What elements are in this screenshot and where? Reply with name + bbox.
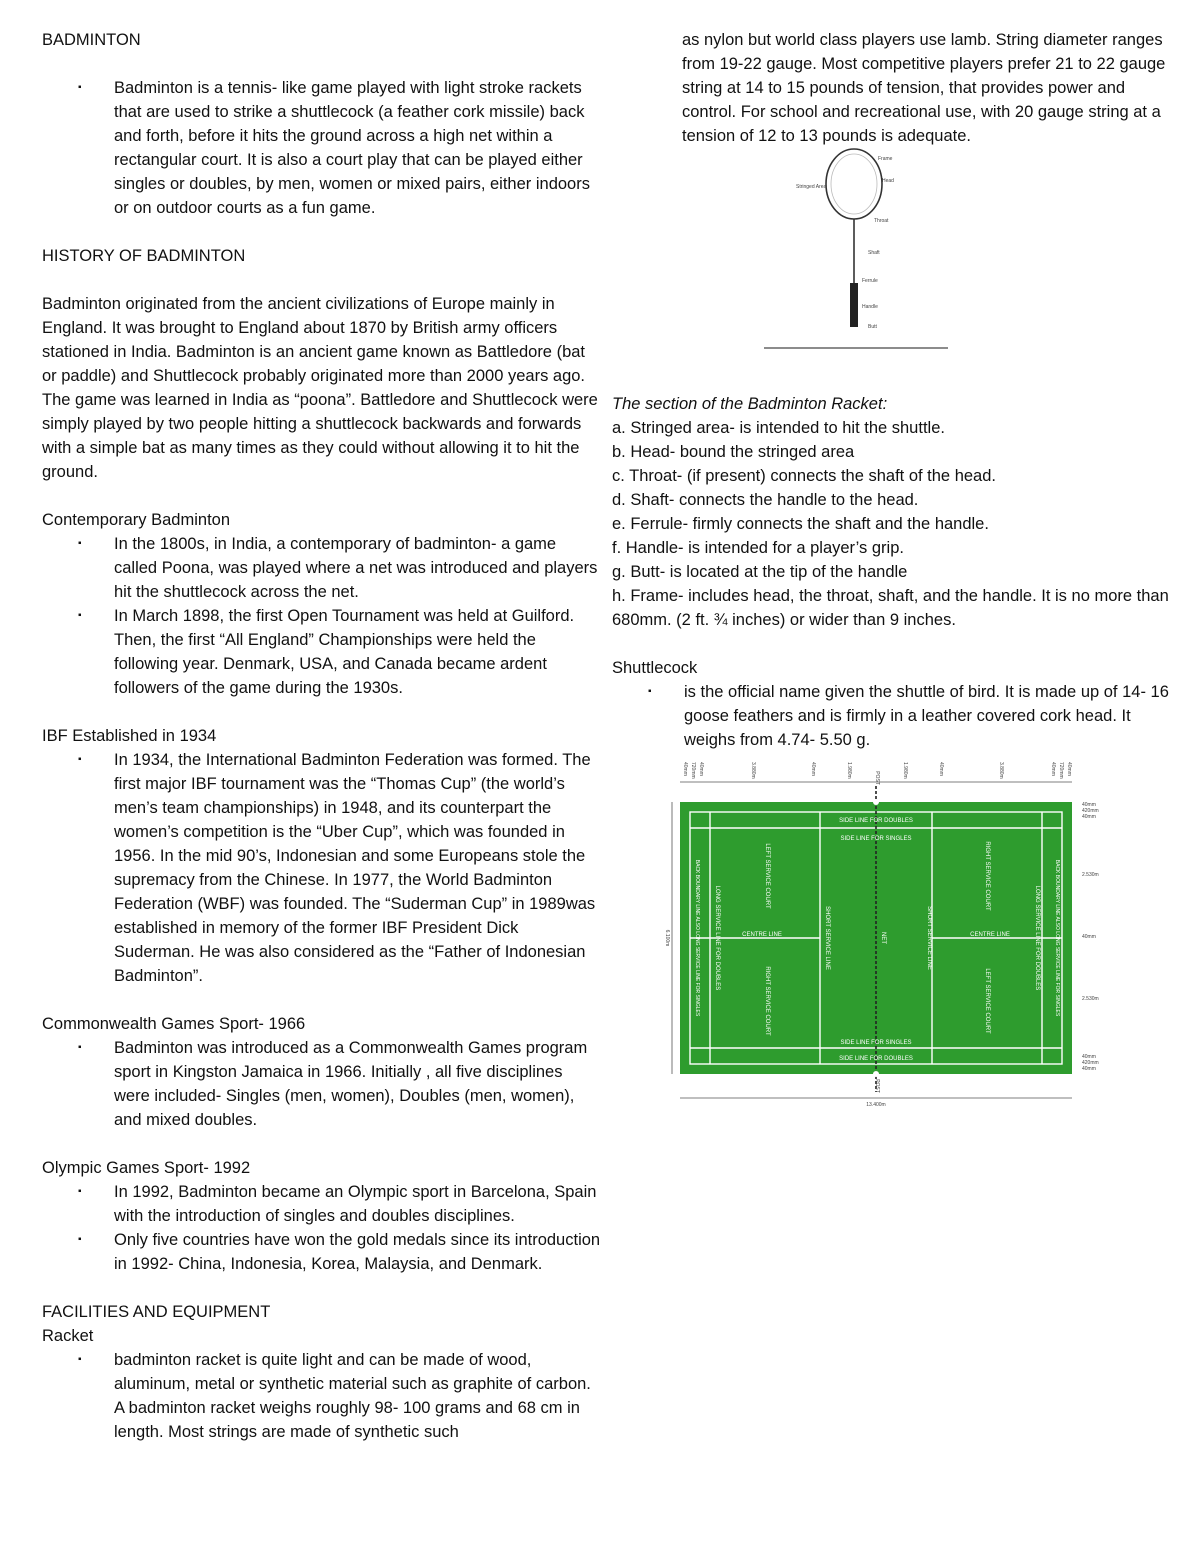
racket-label-shaft: Shaft xyxy=(868,250,880,256)
history-paragraph: Badminton originated from the ancient civilizations of Europe mainly in England. It was brought to England about 1870 by British army officers stationed in India. Badminton is an ancient game known as Battledore (bat or paddle) and Shuttlecock probably originated more than 2000 years ago. The game was learned in India as “poona”. Battledore and Shuttlecock were simply played by two people hitting a shuttlecock backwards and forwards with a simple bat as many times as they could without allowing it to hit the ground. xyxy=(42,295,598,481)
top-dimension-label: 40mm xyxy=(1050,762,1056,776)
racket-heading: Racket xyxy=(42,1327,94,1345)
commonwealth-bullet: ▪ Badminton was introduced as a Commonwealth Games program sport in Kingston Jamaica in 1966. Initially , all five disciplines were included- Singles (men, women), Doubles (men, women), and mixed doubles. xyxy=(42,1036,602,1132)
post-top xyxy=(873,799,879,805)
label-side-line-singles-bottom: SIDE LINE FOR SINGLES xyxy=(840,1040,912,1046)
racket-bullet: ▪ badminton racket is quite light and can be made of wood, aluminum, metal or synthetic material such as graphite of carbon. A badminton racket weighs roughly 98- 100 grams and 68 cm in length. Most strings are made of synthetic such xyxy=(42,1348,602,1444)
top-dimension-label: 3.880m xyxy=(750,762,756,779)
label-post-bottom: POST xyxy=(874,1079,880,1093)
history-heading: HISTORY OF BADMINTON xyxy=(42,247,246,265)
racket-label-throat: Throat xyxy=(874,218,889,224)
olympic-bullet: ▪ In 1992, Badminton became an Olympic sport in Barcelona, Spain with the introduction of singles and doubles disciplines. xyxy=(42,1180,602,1228)
section-title: The section of the Badminton Racket: xyxy=(612,395,888,413)
contemporary-heading: Contemporary Badminton xyxy=(42,511,231,529)
right-dimension-label: 40mm xyxy=(1082,934,1096,940)
label-long-service-doubles-right: LONG SERVICE LINE FOR DOUBLES xyxy=(1034,885,1040,991)
label-back-boundary-left: BACK BOUNDARY LINE ALSO LONG SERVICE LINE FOR SINGLES xyxy=(694,859,700,1017)
section-item: h. Frame- includes head, the throat, shaft, and the handle. It is no more than 680mm. (2 ft. ¾ inches) or wider than 9 inches. xyxy=(612,587,1169,629)
right-dimension-label: 420mm xyxy=(1082,808,1099,814)
label-centre-line-left: CENTRE LINE xyxy=(742,932,782,938)
label-back-boundary-right: BACK BOUNDARY LINE ALSO LONG SERVICE LINE FOR SINGLES xyxy=(1054,859,1060,1017)
shuttlecock-list xyxy=(612,680,1172,752)
contemporary-bullet: ▪ In the 1800s, in India, a contemporary of badminton- a game called Poona, was played where a net was introduced and players hit the shuttlecock across the net. xyxy=(42,532,602,604)
racket-label-stringed: Stringed Area xyxy=(796,184,827,190)
shuttlecock-heading: Shuttlecock xyxy=(612,659,698,677)
label-side-line-singles-top: SIDE LINE FOR SINGLES xyxy=(840,836,912,842)
badminton-bullet: ▪ Badminton is a tennis- like game played with light stroke rackets that are used to strike a shuttlecock (a feather cork missile) back and forth, before it hits the ground across a high net within a rectangular court. It is also a court play that can be played either singles or doubles, by men, women or mixed pairs, either indoors or on outdoor courts as a fun game. xyxy=(42,76,602,220)
top-dimension-label: 1.980m xyxy=(846,762,852,779)
contemporary-bullet: ▪ In March 1898, the first Open Tournament was held at Guilford. Then, the first “All England” Championships were held the following year. Denmark, USA, and Canada became ardent followers of the game during the 1930s. xyxy=(42,604,602,700)
post-bottom xyxy=(873,1071,879,1077)
racket-strings-shape xyxy=(831,154,877,214)
commonwealth-heading: Commonwealth Games Sport- 1966 xyxy=(42,1015,306,1033)
olympic-heading: Olympic Games Sport- 1992 xyxy=(42,1159,251,1177)
section-item: b. Head- bound the stringed area xyxy=(612,443,855,461)
facilities-heading: FACILITIES AND EQUIPMENT xyxy=(42,1303,271,1321)
label-post-top: POST xyxy=(874,771,880,785)
racket-figure xyxy=(612,148,1172,392)
label-net: NET xyxy=(880,932,886,944)
section-item: a. Stringed area- is intended to hit the shuttle. xyxy=(612,419,945,437)
badminton-list xyxy=(42,76,602,220)
top-dimension-label: 720mm xyxy=(690,762,696,779)
olympic-bullet: ▪ Only five countries have won the gold medals since its introduction in 1992- China, Indonesia, Korea, Malaysia, and Denmark. xyxy=(42,1228,602,1276)
ibf-heading: IBF Established in 1934 xyxy=(42,727,217,745)
racket-label-frame: Frame xyxy=(878,156,893,162)
top-dimension-label: 40mm xyxy=(1066,762,1072,776)
right-column xyxy=(612,28,1172,1146)
racket-diagram xyxy=(612,148,1172,392)
label-side-line-doubles-top: SIDE LINE FOR DOUBLES xyxy=(839,818,913,824)
racket-handle-shape xyxy=(850,283,858,327)
racket-label-butt: Butt xyxy=(868,324,877,330)
top-dimension-label: 40mm xyxy=(698,762,704,776)
badminton-heading: BADMINTON xyxy=(42,31,141,49)
olympic-list xyxy=(42,1180,602,1276)
right-dimension-label: 2.530m xyxy=(1082,872,1099,878)
court-length-dim: 13.400m xyxy=(866,1102,886,1108)
top-dimension-label: 40mm xyxy=(938,762,944,776)
label-left-service-court-top: LEFT SERVICE COURT xyxy=(764,843,770,909)
label-side-line-doubles-bottom: SIDE LINE FOR DOUBLES xyxy=(839,1056,913,1062)
shuttlecock-bullet: ▪ is the official name given the shuttle of bird. It is made up of 14- 16 goose feathers and is firmly in a leather covered cork head. It weighs from 4.74- 5.50 g. xyxy=(612,680,1172,752)
label-right-service-court-bottom: RIGHT SERVICE COURT xyxy=(764,966,770,1036)
right-dimension-label: 40mm xyxy=(1082,1066,1096,1072)
commonwealth-list xyxy=(42,1036,602,1132)
top-dimension-label: 1.980m xyxy=(902,762,908,779)
left-column xyxy=(42,28,602,1444)
right-dimension-label: 40mm xyxy=(1082,814,1096,820)
section-item: d. Shaft- connects the handle to the head. xyxy=(612,491,919,509)
racket-head-shape xyxy=(826,149,882,219)
contemporary-list xyxy=(42,532,602,700)
right-dimension-label: 420mm xyxy=(1082,1060,1099,1066)
section-item: e. Ferrule- firmly connects the shaft and the handle. xyxy=(612,515,989,533)
top-dimension-label: 720mm xyxy=(1058,762,1064,779)
section-item: f. Handle- is intended for a player’s grip. xyxy=(612,539,904,557)
right-dimension-label: 40mm xyxy=(1082,802,1096,808)
racket-bullet-continued: as nylon but world class players use lamb. String diameter ranges from 19-22 gauge. Most competitive players prefer 21 to 22 gauge string at 14 to 15 pounds of tension, that provides power and control. For school and recreational use, with 20 gauge string at a tension of 12 to 13 pounds is adequate. xyxy=(682,31,1166,145)
racket-list xyxy=(42,1348,602,1444)
label-short-service-line-right: SHORT SERVICE LINE xyxy=(926,906,932,970)
court-width-dim: 6.100m xyxy=(664,929,670,947)
label-short-service-line-left: SHORT SERVICE LINE xyxy=(824,906,830,970)
section-item: c. Throat- (if present) connects the shaft of the head. xyxy=(612,467,996,485)
court-diagram xyxy=(612,756,1172,1146)
racket-label-ferrule: Ferrule xyxy=(862,278,878,284)
racket-label-head: Head xyxy=(882,178,894,184)
right-dimension-label: 40mm xyxy=(1082,1054,1096,1060)
top-dimension-label: 3.880m xyxy=(998,762,1004,779)
top-dimension-label: 40mm xyxy=(810,762,816,776)
ibf-list xyxy=(42,748,602,988)
right-dimension-label: 2.530m xyxy=(1082,996,1099,1002)
label-long-service-doubles-left: LONG SERVICE LINE FOR DOUBLES xyxy=(714,885,720,991)
court-figure xyxy=(612,756,1172,1146)
label-right-service-court-top: RIGHT SERVICE COURT xyxy=(984,841,990,911)
label-left-service-court-bottom: LEFT SERVICE COURT xyxy=(984,968,990,1034)
section-item: g. Butt- is located at the tip of the handle xyxy=(612,563,908,581)
ibf-bullet: ▪ In 1934, the International Badminton Federation was formed. The first major IBF tournament was the “Thomas Cup” (the world’s men’s team championships) in 1948, and its counterpart the women’s competition is the “Uber Cup”, which was founded in 1956. In the mid 90’s, Indonesian and some Europeans stole the supremacy from the Chinese. In 1977, the World Badminton Federation (WBF) was founded. The “Suderman Cup” in 1989was established in memory of the former IBF President Dick Suderman. He was also considered as the “Father of Indonesian Badminton”. xyxy=(42,748,602,988)
racket-label-handle: Handle xyxy=(862,304,878,310)
label-centre-line-right: CENTRE LINE xyxy=(970,932,1010,938)
top-dimension-label: 40mm xyxy=(682,762,688,776)
